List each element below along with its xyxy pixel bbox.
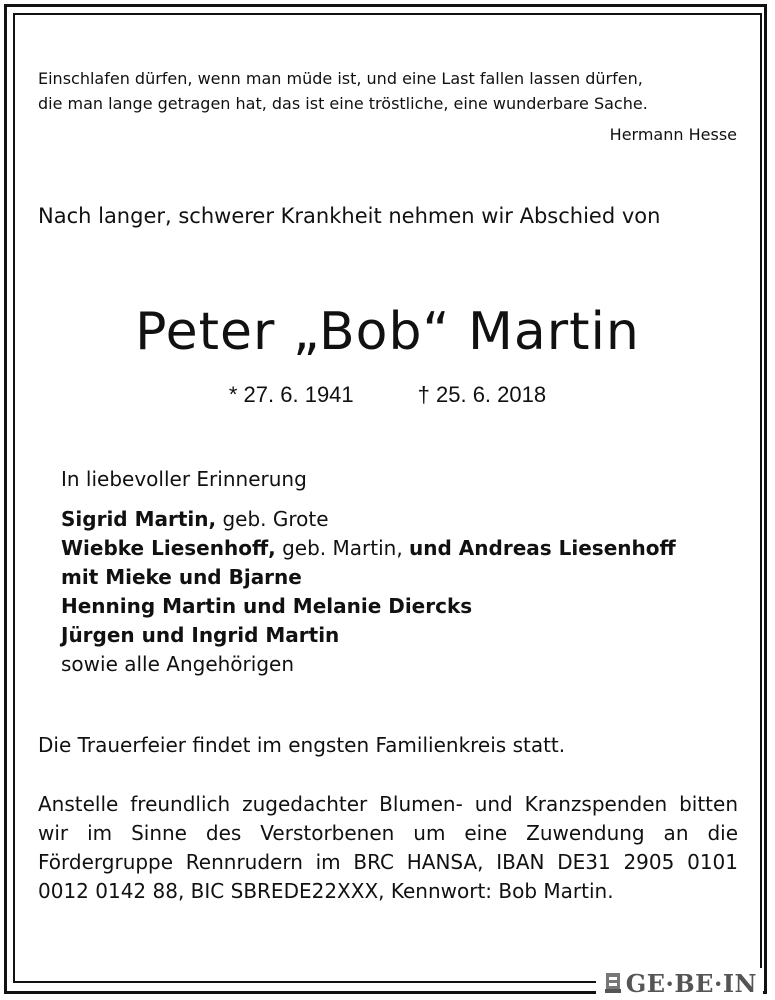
life-dates [0, 382, 775, 408]
quote-author: Hermann Hesse [609, 125, 737, 144]
gebein-logo-text: GE·BE·IN [625, 968, 757, 998]
mourner-name: Wiebke Liesenhoff, [61, 536, 276, 560]
birth-date: * 27. 6. 1941 [228, 382, 354, 407]
death-date: † 25. 6. 2018 [417, 382, 547, 407]
mourners-list [61, 505, 676, 679]
donation-notice: Anstelle freundlich zugedachter Blumen- und Kranzspenden bitten wir im Sinne des Verstorbenen um eine Zuwendung an die Fördergruppe Rennrudern im BRC HANSA, IBAN DE31 2905 0101 0012 0142 88, BIC SBREDE22XXX, Kennwort: Bob Martin. [38, 792, 738, 903]
mourner-line [61, 534, 676, 563]
mourner-line: Jürgen und Ingrid Martin [61, 623, 340, 647]
mourner-line: Henning Martin und Melanie Diercks [61, 594, 473, 618]
mourner-name: und Andreas Liesenhoff [409, 536, 676, 560]
deceased-name: Peter „Bob“ Martin [135, 302, 640, 362]
mourner-name: Sigrid Martin, [61, 507, 217, 531]
mourner-line [61, 505, 676, 534]
mourner-line: mit Mieke und Bjarne [61, 565, 302, 589]
intro-text: Nach langer, schwerer Krankheit nehmen wir Abschied von [38, 204, 661, 228]
mourner-note: geb. Grote [216, 507, 329, 531]
service-notice: Die Trauerfeier findet im engsten Familienkreis statt. [38, 733, 566, 757]
mourner-line: sowie alle Angehörigen [61, 652, 294, 676]
quote [38, 66, 738, 116]
mourners-heading: In liebevoller Erinnerung [61, 467, 307, 491]
gebein-logo-icon [604, 972, 622, 994]
mourner-note: geb. Martin, [275, 536, 410, 560]
gebein-logo [596, 968, 763, 998]
quote-line-2: die man lange getragen hat, das ist eine tröstliche, eine wunderbare Sache. [38, 94, 648, 113]
quote-line-1: Einschlafen dürfen, wenn man müde ist, und eine Last fallen lassen dürfen, [38, 69, 643, 88]
